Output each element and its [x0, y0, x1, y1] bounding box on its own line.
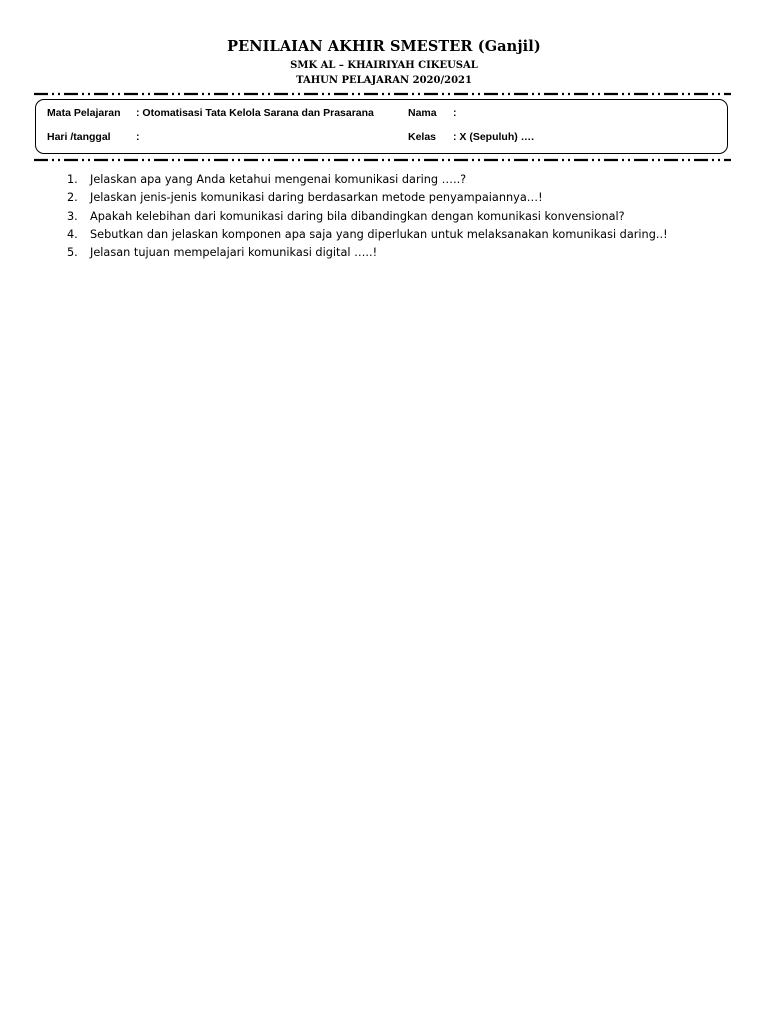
question-text: Apakah kelebihan dari komunikasi daring bila dibandingkan dengan komunikasi konvensional?	[90, 209, 625, 223]
date-label: Hari /tanggal	[47, 131, 111, 143]
exam-title: PENILAIAN AKHIR SMESTER (Ganjil)	[227, 38, 541, 55]
dash-dot-divider-bottom	[34, 155, 731, 165]
question-number: 2.	[67, 191, 78, 205]
question-number: 5.	[67, 246, 78, 260]
question-text: Jelasan tujuan mempelajari komunikasi digital …..!	[90, 246, 378, 260]
school-name: SMK AL – KHAIRIYAH CIKEUSAL	[290, 60, 478, 71]
question-number: 4.	[67, 227, 78, 241]
class-label: Kelas	[408, 131, 437, 143]
class-value: : X (Sepuluh) ….	[453, 131, 535, 143]
question-number: 1.	[67, 173, 78, 186]
dash-dot-divider-top	[34, 89, 731, 99]
question-number: 3.	[67, 209, 78, 223]
question-text: Jelaskan jenis-jenis komunikasi daring berdasarkan metode penyampaiannya…!	[90, 191, 543, 205]
academic-year: TAHUN PELAJARAN 2020/2021	[296, 75, 472, 86]
name-label: Nama	[408, 107, 437, 119]
date-value: :	[136, 131, 140, 143]
question-text: Sebutkan dan jelaskan komponen apa saja yang diperlukan untuk melaksanakan komunikasi daring..!	[90, 227, 668, 241]
name-value: :	[453, 107, 457, 119]
question-text: Jelaskan apa yang Anda ketahui mengenai komunikasi daring …..?	[90, 173, 467, 186]
subject-label: Mata Pelajaran	[47, 107, 121, 119]
subject-value: : Otomatisasi Tata Kelola Sarana dan Prasarana	[136, 107, 374, 119]
